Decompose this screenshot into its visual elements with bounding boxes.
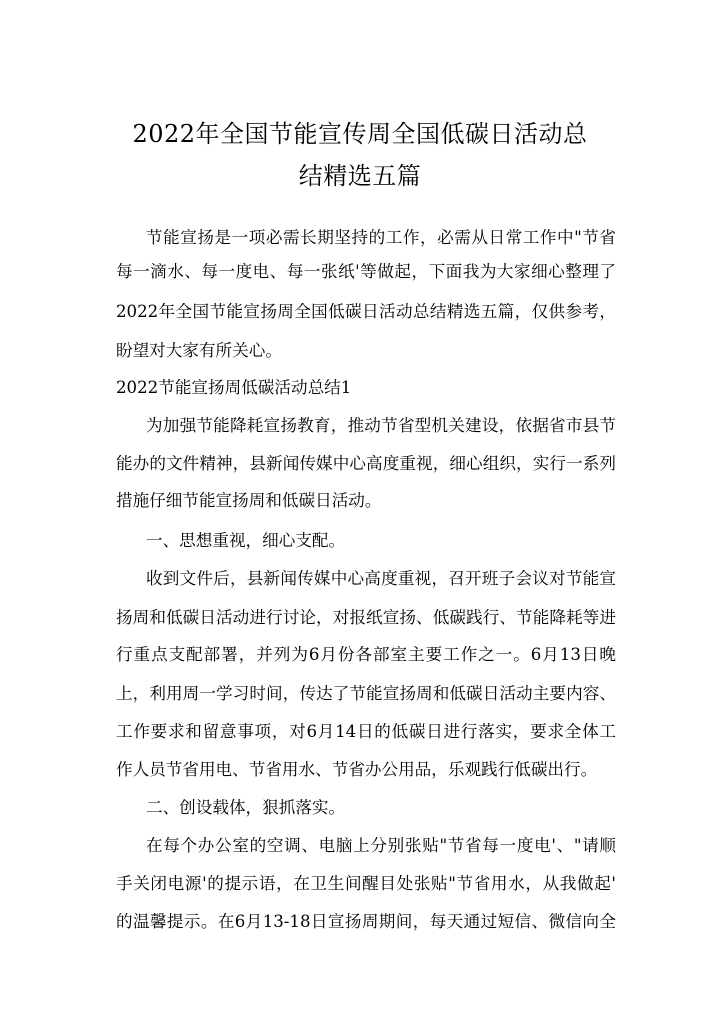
paragraph-line: 收到文件后，县新闻传媒中心高度重视，召开班子会议对节能宣	[146, 569, 616, 588]
document-title-line-1: 2022年全国节能宣传周全国低碳日活动总	[132, 120, 588, 148]
paragraph-line: 手关闭电源'的提示语，在卫生间醒目处张贴"节省用水，从我做起'	[116, 874, 616, 893]
paragraph-line: 作人员节省用电、节省用水、节省办公用品，乐观践行低碳出行。	[116, 760, 598, 779]
paragraph-line: 2022年全国节能宣扬周全国低碳日活动总结精选五篇，仅供参考，	[116, 302, 616, 321]
paragraph-line: 措施仔细节能宣扬周和低碳日活动。	[116, 491, 382, 510]
subheading: 一、思想重视，细心支配。	[146, 531, 346, 550]
paragraph-line: 每一滴水、每一度电、每一张纸'等做起，下面我为大家细心整理了	[116, 262, 616, 281]
paragraph-line: 能办的文件精神，县新闻传媒中心高度重视，细心组织，实行一系列	[116, 454, 616, 473]
document-title-line-2: 结精选五篇	[298, 162, 422, 190]
paragraph-line: 的温馨提示。在6月13-18日宣扬周期间，每天通过短信、微信向全	[116, 912, 616, 931]
subheading: 二、创设载体，狠抓落实。	[146, 798, 346, 817]
paragraph-line: 在每个办公室的空调、电脑上分别张贴"节省每一度电'、"请顺	[146, 836, 616, 855]
paragraph-line: 行重点支配部署，并列为6月份各部室主要工作之一。6月13日晚	[116, 645, 616, 664]
section-heading: 2022节能宣扬周低碳活动总结1	[116, 378, 352, 397]
paragraph-line: 节能宣扬是一项必需长期坚持的工作，必需从日常工作中"节省	[146, 228, 616, 247]
paragraph-line: 为加强节能降耗宣扬教育，推动节省型机关建设，依据省市县节	[146, 416, 616, 435]
paragraph-line: 上，利用周一学习时间，传达了节能宣扬周和低碳日活动主要内容、	[116, 684, 616, 703]
paragraph-line: 扬周和低碳日活动进行讨论，对报纸宣扬、低碳践行、节能降耗等进	[116, 608, 616, 627]
paragraph-line: 工作要求和留意事项，对6月14日的低碳日进行落实，要求全体工	[116, 722, 616, 741]
paragraph-line: 盼望对大家有所关心。	[116, 341, 282, 360]
